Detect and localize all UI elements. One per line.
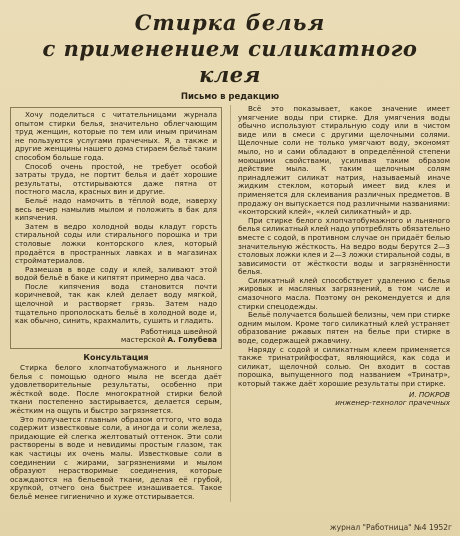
consult-paragraph: Наряду с содой и силикатным клеем применяется также тринатрийфосфат, являющийся, как сода и силикат, щелочной солью. Он входит в состав порошка, выпущенного под названием «Тринатр», который также даёт хорошие результаты при стирке. [238,344,450,388]
letter-paragraph: Способ очень простой, не требует особой затраты труда, не портит белья и даёт хорошие результаты, отстирываются даже пятна от постного масла, красных вин и другие. [15,161,217,197]
letter-paragraph: Хочу поделиться с читательницами журнала опытом стирки белья, значительно облегчающим труд женщин, которые по тем или иным причинам не пользуются услугами прачечных. Я, а также и другие женщины нашего дома стираем бельё таким способом больше года. [15,110,217,162]
signature-name: А. Голубева [167,335,217,345]
consult-paragraph: Это получается главным образом оттого, что вода содержит известковые соли, а иногда и соли железа, придающие ей слегка желтоватый оттенок. Эти соли растворены в воде и невидимы простым глазом, так как частицы их очень малы. Известковые соли в соединении с жирами, загрязнениями и мылом образуют нерастворимые соединения, которые осаждаются на бельевой ткани, делая её грубой, хрупкой, отчего она быстрее изнашивается. Такое бельё менее гигиенично и хуже отстирывается. [10,414,222,501]
right-column [230,105,450,502]
source-caption: журнал "Работница" №4 1952г [329,523,452,532]
consult-paragraph: Силикатный клей способствует удалению с белья жировых и масляных загрязнений, в том числе и смазочного масла. Поэтому он рекомендуется и для стирки спецодежды. [238,275,450,311]
letter-box [10,107,222,349]
letter-paragraph: Затем в ведро холодной воды кладут горсть стиральной соды или стирального порошка и три столовые ложки конторского клея, который продаётся в пространных лавках и в магазинах стройматериалов. [15,221,217,266]
consultant-signature [238,391,450,408]
consultant-name: И. ПОКРОВ [408,389,450,399]
consult-paragraph: Стирка белого хлопчатобумажного и льняного белья с помощью одного мыла не всегда даёт удовлетворительные результаты, особенно при жёсткой воде. После многократной стирки белой ткани постепенно застирывается, делается серым, жёстким на ощупь и быстро загрязняется. [10,363,222,415]
article-title: Стирка белья [134,10,326,35]
consultant-title: инженер-технолог прачечных [335,398,450,408]
signature-role: мастерской [120,335,166,345]
consultation-heading: Консультация [83,353,149,363]
letter-paragraph: Бельё надо намочить в тёплой воде, наверху весь вечер намылив мылом и положить в бак для кипячения. [15,195,217,223]
letter-heading: Письмо в редакцию [180,92,280,102]
signature-line-1: Работница швейной [140,326,217,336]
letter-paragraph: После кипячения вода становится почти коричневой, так как клей делает воду мягкой, щелочной и растворяет грязь. Затем надо тщательно прополоскать бельё в холодной воде и, как обычно, синить, крахмалить, сушить и гладить. [15,281,217,326]
letter-paragraph: Размешав в воде соду и клей, заливают этой водой бельё в баке и кипятят примерно два часа. [15,264,217,283]
left-column [10,105,222,502]
consult-paragraph: При стирке белого хлопчатобумажного и льняного белья силикатный клей надо употреблять обязательно вместе с содой, в противном случае он придаёт белью значительную жёсткость. На ведро воды берутся 2—3 столовых ложки клея и 2—3 ложки стиральной соды, в зависимости от жёсткости воды и загрязнённости белья. [238,215,450,277]
consult-paragraph: Бельё получается большей белизны, чем при стирке одним мылом. Кроме того силикатный клей устраняет образование ржавых пятен на белье при стирке в воде, содержащей ржавчину. [238,310,450,346]
letter-signature [15,328,217,345]
signature-line-2 [15,336,217,345]
article-subtitle: с применением силикатного клея [42,36,418,87]
consult-paragraph: Всё это показывает, какое значение имеет умягчение воды при стирке. Для умягчения воды обычно используют стиральную соду или в чистом виде или в смеси с другими щелочными солями. Щелочные соли не только умягчают воду, экономят мыло, но и сами обладают в определённой степени моющими свойствами, усиливая таким образом действие мыла. К таким щелочным солям принадлежит силикат натрия, называемый иначе жидким стеклом, который имеет вид клея и применяется для склеивания различных предметов. В продажу он выпускается под различными названиями: «конторский клей», «клей силикатный» и др. [238,105,450,217]
